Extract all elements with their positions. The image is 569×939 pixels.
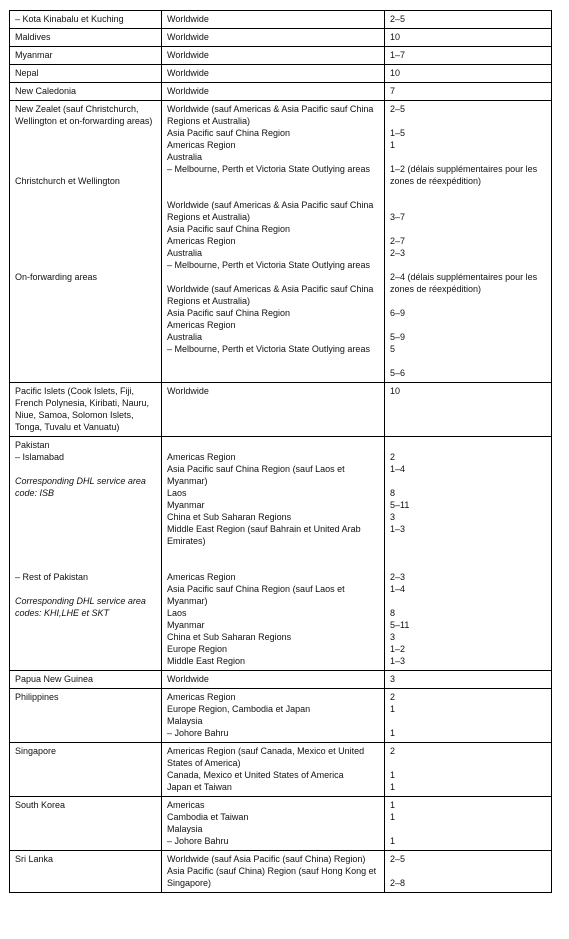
table-row — [10, 47, 552, 65]
line-spacer — [390, 319, 546, 331]
cell-text-line: 3 — [390, 674, 396, 684]
cell-text-line: Philippines — [15, 692, 59, 702]
table-row — [10, 65, 552, 83]
cell-text-line: 2–5 — [390, 14, 406, 24]
cell-text-line: 1 — [390, 704, 396, 714]
cell-text-line: 7 — [390, 86, 396, 96]
table-body — [10, 11, 552, 893]
cell-text-line: 5–11 — [390, 500, 410, 510]
origin-region-cell — [162, 11, 385, 29]
cell-text-line: 1–4 — [390, 464, 406, 474]
line-spacer — [15, 127, 156, 175]
cell-text-line: 8 — [390, 488, 396, 498]
transit-days-cell — [385, 83, 552, 101]
cell-text-line: Asia Pacific (sauf China) Region (sauf Hong Kong et Singapore) — [167, 866, 377, 888]
cell-text-line: 2–5 — [390, 104, 406, 114]
table-row — [10, 689, 552, 743]
cell-text-line: 1 — [390, 782, 396, 792]
cell-text-line: 2 — [390, 692, 396, 702]
cell-text-line: Myanmar — [15, 50, 53, 60]
line-spacer — [390, 757, 546, 769]
table-row — [10, 797, 552, 851]
cell-text-line: 1 — [390, 728, 396, 738]
cell-text-line: Middle East Region — [167, 656, 246, 666]
transit-days-cell — [385, 11, 552, 29]
line-spacer — [390, 355, 546, 367]
line-spacer — [390, 187, 546, 211]
cell-text-line: Asia Pacific sauf China Region — [167, 224, 291, 234]
cell-text-line: Americas Region — [167, 236, 236, 246]
cell-text-line: – Johore Bahru — [167, 728, 229, 738]
origin-region-cell — [162, 65, 385, 83]
table-row — [10, 437, 552, 671]
origin-region-cell — [162, 437, 385, 671]
cell-text-line: New Caledonia — [15, 86, 77, 96]
country-cell — [10, 851, 162, 893]
cell-text-line: 1 — [390, 812, 396, 822]
cell-text-line: Australia — [167, 248, 203, 258]
cell-text-line: 2–3 — [390, 248, 406, 258]
cell-text-line: Worldwide — [167, 386, 209, 396]
cell-text-line: 6–9 — [390, 308, 406, 318]
cell-text-line: 3–7 — [390, 212, 406, 222]
transit-times-table — [9, 10, 552, 893]
cell-text-line: 10 — [390, 32, 401, 42]
cell-text-line: 2–5 — [390, 854, 406, 864]
cell-text-line: Nepal — [15, 68, 39, 78]
cell-text-line: 2 — [390, 452, 396, 462]
cell-text-line: Australia — [167, 152, 203, 162]
transit-days-cell — [385, 671, 552, 689]
country-cell — [10, 83, 162, 101]
cell-text-line: Americas Region — [167, 140, 236, 150]
cell-text-line: 3 — [390, 632, 396, 642]
line-spacer — [390, 259, 546, 271]
table-row — [10, 743, 552, 797]
origin-region-cell — [162, 797, 385, 851]
origin-region-cell — [162, 671, 385, 689]
line-spacer — [15, 583, 156, 595]
cell-text-line: Worldwide — [167, 14, 209, 24]
cell-text-line: 1–2 — [390, 644, 406, 654]
line-spacer — [167, 547, 379, 571]
cell-text-line: 1 — [390, 800, 396, 810]
cell-text-line: Maldives — [15, 32, 51, 42]
line-spacer — [390, 595, 546, 607]
table-row — [10, 101, 552, 383]
cell-text-line: Worldwide — [167, 674, 209, 684]
cell-text-line: Worldwide (sauf Americas & Asia Pacific sauf China Regions et Australia) — [167, 200, 374, 222]
cell-text-line: Worldwide — [167, 68, 209, 78]
cell-text-line: Americas — [167, 800, 205, 810]
country-cell — [10, 437, 162, 671]
cell-text-line: Australia — [167, 332, 203, 342]
country-cell — [10, 47, 162, 65]
cell-text-line: Malaysia — [167, 716, 203, 726]
cell-text-line: South Korea — [15, 800, 66, 810]
transit-days-cell — [385, 29, 552, 47]
cell-text-line: Laos — [167, 608, 187, 618]
transit-days-cell — [385, 47, 552, 65]
cell-text-line: – Melbourne, Perth et Victoria State Outlying areas — [167, 164, 370, 174]
cell-text-line: China et Sub Saharan Regions — [167, 512, 292, 522]
table-row — [10, 11, 552, 29]
cell-text-line: China et Sub Saharan Regions — [167, 632, 292, 642]
cell-text-line: 1 — [390, 770, 396, 780]
cell-text-line: Middle East Region (sauf Bahrain et United Arab Emirates) — [167, 524, 361, 546]
cell-text-line: Americas Region (sauf Canada, Mexico et United States of America) — [167, 746, 365, 768]
cell-text-line: Malaysia — [167, 824, 203, 834]
cell-text-line: – Islamabad — [15, 452, 65, 462]
cell-text-line: Worldwide (sauf Asia Pacific (sauf China) Region) — [167, 854, 366, 864]
line-spacer — [390, 295, 546, 307]
line-spacer — [390, 865, 546, 877]
transit-days-cell — [385, 689, 552, 743]
cell-text-line: 5–6 — [390, 368, 406, 378]
cell-text-line: Cambodia et Taiwan — [167, 812, 249, 822]
cell-text-line: 5 — [390, 344, 396, 354]
country-cell — [10, 101, 162, 383]
cell-text-line: Asia Pacific sauf China Region (sauf Laos et Myanmar) — [167, 464, 345, 486]
cell-text-line: – Kota Kinabalu et Kuching — [15, 14, 124, 24]
cell-text-line: 10 — [390, 68, 401, 78]
line-spacer — [167, 175, 379, 199]
cell-text-line: 2–7 — [390, 236, 406, 246]
cell-text-line: Pakistan — [15, 440, 50, 450]
cell-text-line: Worldwide (sauf Americas & Asia Pacific sauf China Regions et Australia) — [167, 284, 374, 306]
cell-text-line: Laos — [167, 488, 187, 498]
cell-text-line: 1–3 — [390, 524, 406, 534]
cell-text-line: Asia Pacific sauf China Region — [167, 128, 291, 138]
country-cell — [10, 11, 162, 29]
line-spacer — [390, 223, 546, 235]
table-row — [10, 671, 552, 689]
transit-days-cell — [385, 383, 552, 437]
transit-days-cell — [385, 851, 552, 893]
origin-region-cell — [162, 101, 385, 383]
cell-text-line: Europe Region — [167, 644, 228, 654]
cell-text-line: Europe Region, Cambodia et Japan — [167, 704, 311, 714]
cell-text-line: Americas Region — [167, 692, 236, 702]
table-row — [10, 851, 552, 893]
line-spacer — [15, 187, 156, 271]
origin-region-cell — [162, 29, 385, 47]
cell-text-line: 8 — [390, 608, 396, 618]
line-spacer — [390, 439, 546, 451]
country-cell — [10, 65, 162, 83]
cell-text-line: 1–2 (délais supplémentaires pour les zones de réexpédition) — [390, 164, 538, 186]
transit-days-cell — [385, 437, 552, 671]
country-cell — [10, 797, 162, 851]
cell-text-line: Asia Pacific sauf China Region (sauf Laos et Myanmar) — [167, 584, 345, 606]
cell-text-line: Sri Lanka — [15, 854, 54, 864]
origin-region-cell — [162, 743, 385, 797]
cell-text-line: 2–4 (délais supplémentaires pour les zones de réexpédition) — [390, 272, 538, 294]
cell-text-line: Corresponding DHL service area code: ISB — [15, 476, 146, 498]
cell-text-line: Asia Pacific sauf China Region — [167, 308, 291, 318]
transit-days-cell — [385, 101, 552, 383]
cell-text-line: – Melbourne, Perth et Victoria State Outlying areas — [167, 344, 370, 354]
cell-text-line: 1–5 — [390, 128, 406, 138]
cell-text-line: Papua New Guinea — [15, 674, 94, 684]
cell-text-line: Canada, Mexico et United States of America — [167, 770, 344, 780]
cell-text-line: 10 — [390, 386, 401, 396]
line-spacer — [390, 151, 546, 163]
cell-text-line: Corresponding DHL service area codes: KHI,LHE et SKT — [15, 596, 146, 618]
origin-region-cell — [162, 689, 385, 743]
table-row — [10, 29, 552, 47]
cell-text-line: Worldwide — [167, 86, 209, 96]
cell-text-line: 1–3 — [390, 656, 406, 666]
cell-text-line: 1 — [390, 836, 396, 846]
cell-text-line: 1–7 — [390, 50, 406, 60]
origin-region-cell — [162, 383, 385, 437]
line-spacer — [167, 271, 379, 283]
line-spacer — [15, 463, 156, 475]
line-spacer — [15, 499, 156, 571]
cell-text-line: Worldwide — [167, 32, 209, 42]
line-spacer — [390, 535, 546, 571]
cell-text-line: Americas Region — [167, 452, 236, 462]
cell-text-line: Christchurch et Wellington — [15, 176, 120, 186]
cell-text-line: On-forwarding areas — [15, 272, 98, 282]
cell-text-line: 5–9 — [390, 332, 406, 342]
cell-text-line: – Melbourne, Perth et Victoria State Outlying areas — [167, 260, 370, 270]
table-row — [10, 83, 552, 101]
cell-text-line: Japan et Taiwan — [167, 782, 232, 792]
origin-region-cell — [162, 851, 385, 893]
country-cell — [10, 29, 162, 47]
table-row — [10, 383, 552, 437]
cell-text-line: Americas Region — [167, 572, 236, 582]
origin-region-cell — [162, 47, 385, 65]
cell-text-line: – Johore Bahru — [167, 836, 229, 846]
line-spacer — [390, 823, 546, 835]
cell-text-line: – Rest of Pakistan — [15, 572, 89, 582]
line-spacer — [390, 715, 546, 727]
transit-days-cell — [385, 743, 552, 797]
transit-days-cell — [385, 797, 552, 851]
cell-text-line: Worldwide — [167, 50, 209, 60]
cell-text-line: 5–11 — [390, 620, 410, 630]
line-spacer — [390, 115, 546, 127]
cell-text-line: Singapore — [15, 746, 57, 756]
cell-text-line: Worldwide (sauf Americas & Asia Pacific sauf China Regions et Australia) — [167, 104, 374, 126]
origin-region-cell — [162, 83, 385, 101]
cell-text-line: 3 — [390, 512, 396, 522]
country-cell — [10, 689, 162, 743]
cell-text-line: Pacific Islets (Cook Islets, Fiji, French Polynesia, Kiribati, Nauru, Niue, Samoa, Solomon Islets, Tonga, Tuvalu et Vanuatu) — [15, 386, 150, 432]
cell-text-line: New Zealet (sauf Christchurch, Wellington et on-forwarding areas) — [15, 104, 153, 126]
line-spacer — [167, 439, 379, 451]
cell-text-line: Americas Region — [167, 320, 236, 330]
cell-text-line: 2 — [390, 746, 396, 756]
cell-text-line: 1–4 — [390, 584, 406, 594]
transit-days-cell — [385, 65, 552, 83]
line-spacer — [390, 475, 546, 487]
cell-text-line: 2–3 — [390, 572, 406, 582]
cell-text-line: 2–8 — [390, 878, 406, 888]
cell-text-line: Myanmar — [167, 500, 205, 510]
cell-text-line: 1 — [390, 140, 396, 150]
country-cell — [10, 383, 162, 437]
cell-text-line: Myanmar — [167, 620, 205, 630]
country-cell — [10, 743, 162, 797]
country-cell — [10, 671, 162, 689]
